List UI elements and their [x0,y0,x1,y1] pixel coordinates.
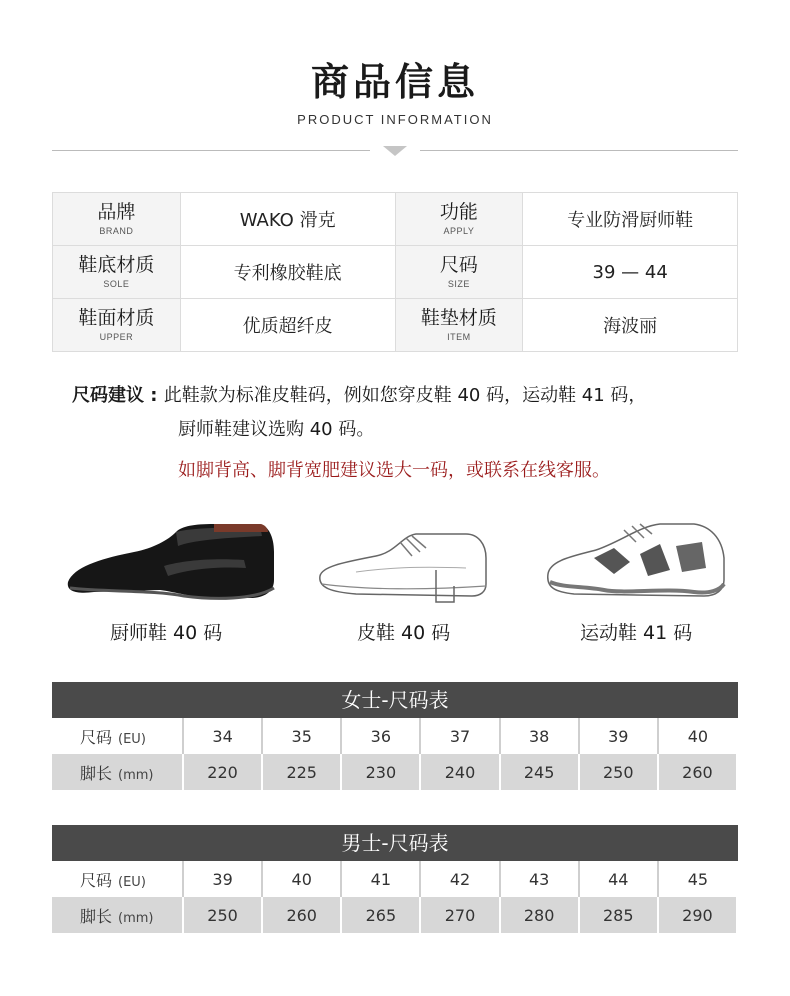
women-size-table [52,718,738,790]
info-label-cn: 鞋垫材质 [420,307,497,329]
men-size-title: 男士-尺码表 [52,825,738,861]
info-label-en: SIZE [447,279,470,289]
size-cell: 40 [262,861,341,897]
length-row [52,897,737,933]
info-label-cn: 功能 [439,201,478,223]
length-cell: 250 [183,897,262,933]
info-label-cn: 鞋面材质 [78,307,155,329]
size-unit: (EU) [118,731,146,747]
length-label: 脚长 [80,906,113,926]
info-row [53,299,738,352]
page-title: 商品信息 [310,60,479,104]
size-cell: 35 [262,718,341,754]
leather-shoe-icon [316,526,494,604]
info-label [395,246,523,299]
info-label-en: APPLY [443,226,475,236]
info-value: 专业防滑厨师鞋 [523,193,738,246]
length-cell: 240 [420,754,499,790]
info-label-en: ITEM [447,332,471,342]
info-label [53,299,181,352]
info-label-en: BRAND [99,226,134,236]
page-subtitle: PRODUCT INFORMATION [297,112,493,127]
info-label-cn: 尺码 [439,254,478,276]
info-label-en: UPPER [99,332,134,342]
size-row-label [52,861,183,897]
shoe-caption: 运动鞋 41 码 [580,622,693,644]
info-label-cn: 鞋底材质 [78,254,155,276]
info-label-en: SOLE [103,279,130,289]
length-cell: 280 [500,897,579,933]
length-cell: 245 [500,754,579,790]
shoe-caption: 皮鞋 40 码 [357,622,451,644]
info-row [53,246,738,299]
section-header [0,58,790,127]
length-cell: 270 [420,897,499,933]
length-row [52,754,737,790]
divider-left [52,150,370,151]
sneaker-icon [544,518,728,604]
size-row-label [52,718,183,754]
size-advice-line2: 厨师鞋建议选购 40 码。 [178,419,375,440]
length-label: 脚长 [80,763,113,783]
info-label-cn: 品牌 [97,201,136,223]
size-label: 尺码 [80,870,113,890]
info-label [53,193,181,246]
length-cell: 260 [658,754,737,790]
size-cell: 43 [500,861,579,897]
size-cell: 44 [579,861,658,897]
info-label [395,299,523,352]
product-info-table [52,192,738,352]
size-cell: 38 [500,718,579,754]
size-advice-note: 如脚背高、脚背宽肥建议选大一码，或联系在线客服。 [178,460,610,481]
length-cell: 225 [262,754,341,790]
size-cell: 42 [420,861,499,897]
length-cell: 220 [183,754,262,790]
size-label: 尺码 [80,727,113,747]
size-row [52,861,737,897]
size-row [52,718,737,754]
shoe-caption: 厨师鞋 40 码 [110,622,223,644]
length-cell: 250 [579,754,658,790]
length-cell: 285 [579,897,658,933]
length-unit: (mm) [118,910,154,926]
size-cell: 41 [341,861,420,897]
info-value: 39 — 44 [523,246,738,299]
info-label [53,246,181,299]
size-advice-line1: 此鞋款为标准皮鞋码，例如您穿皮鞋 40 码，运动鞋 41 码， [163,385,647,406]
info-value: 优质超纤皮 [180,299,395,352]
chef-shoe-icon [64,518,278,604]
women-size-title: 女士-尺码表 [52,682,738,718]
info-value: WAKO 滑克 [180,193,395,246]
divider-arrow-icon [383,146,407,156]
size-cell: 40 [658,718,737,754]
divider-right [420,150,738,151]
length-unit: (mm) [118,767,154,783]
length-cell: 265 [341,897,420,933]
size-cell: 45 [658,861,737,897]
length-row-label [52,754,183,790]
length-cell: 290 [658,897,737,933]
size-advice [72,380,752,412]
length-row-label [52,897,183,933]
size-cell: 37 [420,718,499,754]
info-value: 海波丽 [523,299,738,352]
info-row [53,193,738,246]
men-size-table [52,861,738,933]
length-cell: 260 [262,897,341,933]
info-label [395,193,523,246]
length-cell: 230 [341,754,420,790]
info-value: 专利橡胶鞋底 [180,246,395,299]
size-advice-key: 尺码建议 : [72,385,164,406]
size-cell: 36 [341,718,420,754]
size-cell: 39 [183,861,262,897]
size-cell: 34 [183,718,262,754]
size-unit: (EU) [118,874,146,890]
size-cell: 39 [579,718,658,754]
